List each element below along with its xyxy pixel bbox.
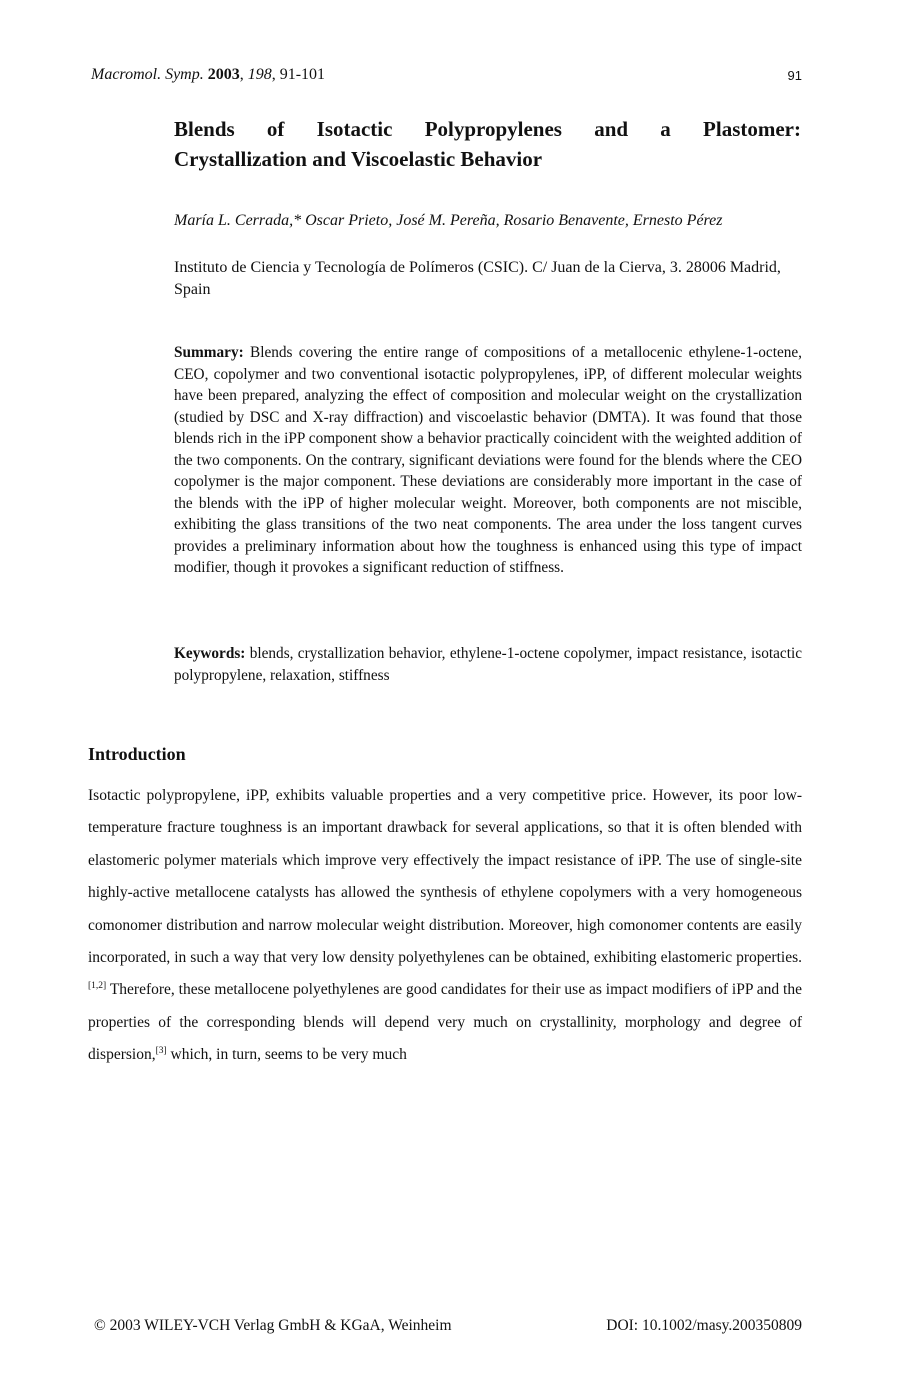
summary-label: Summary: bbox=[174, 344, 244, 361]
summary-text: Blends covering the entire range of compositions of a metallocenic ethylene-1-octene, CEO, copolymer and two conventional isotactic polypropylenes, iPP, of different molecular weights have been prepared, analyzing the effect of composition and molecular weight on the crystallization (studied by DSC and X-ray diffraction) and viscoelastic behavior (DMTA). It was found that those blends rich in the iPP component show a behavior practically coincident with the weighted addition of the two components. On the contrary, significant deviations were found for the blends where the CEO copolymer is the major component. These deviations are considerably more important in the case of the blends with the iPP of higher molecular weight. Moreover, both components are not miscible, exhibiting the glass transitions of the two neat components. The area under the loss tangent curves provides a preliminary information about how the toughness is enhanced using this type of impact modifier, though it provokes a significant reduction of stiffness. bbox=[174, 344, 802, 576]
citation-1-2: [1,2] bbox=[88, 981, 107, 992]
title-line-2: Crystallization and Viscoelastic Behavior bbox=[174, 147, 543, 171]
journal-volume: 198 bbox=[247, 66, 272, 83]
article-title bbox=[174, 114, 801, 174]
keywords-text: blends, crystallization behavior, ethylene-1-octene copolymer, impact resistance, isotactic polypropylene, relaxation, stiffness bbox=[174, 645, 803, 684]
title-line-1: Blends of Isotactic Polypropylenes and a Plastomer: bbox=[174, 117, 801, 141]
affiliation: Instituto de Ciencia y Tecnología de Polímeros (CSIC). C/ Juan de la Cierva, 3. 28006 Madrid, Spain bbox=[174, 259, 781, 298]
journal-citation: Macromol. Symp. 2003, 198, 91-101 bbox=[91, 66, 326, 83]
introduction-paragraph bbox=[88, 780, 802, 1072]
copyright-notice: © 2003 WILEY-VCH Verlag GmbH & KGaA, Weinheim bbox=[94, 1317, 452, 1334]
section-heading-introduction: Introduction bbox=[88, 744, 186, 764]
keywords-label: Keywords: bbox=[174, 645, 246, 662]
intro-text-1: Isotactic polypropylene, iPP, exhibits valuable properties and a very competitive price. However, its poor low-temperature fracture toughness is an important drawback for several applications, so that it is often blended with elastomeric polymer materials which improve very effectively the impact resistance of iPP. The use of single-site highly-active metallocene catalysts has allowed the synthesis of ethylene copolymers with a very homogeneous comonomer distribution and narrow molecular weight distribution. Moreover, high comonomer contents are easily incorporated, in such a way that very low density polyethylenes can be obtained, exhibiting elastomeric properties. bbox=[88, 787, 802, 967]
page-number: 91 bbox=[787, 68, 802, 83]
doi: DOI: 10.1002/masy.200350809 bbox=[606, 1317, 802, 1334]
journal-pages: 91-101 bbox=[279, 66, 326, 83]
keywords bbox=[174, 643, 802, 686]
abstract bbox=[174, 342, 802, 579]
intro-text-2: Therefore, these metallocene polyethylenes are good candidates for their use as impact modifiers of iPP and the properties of the corresponding blends will depend very much on crystallinity, morphology and degree of dispersion, bbox=[88, 981, 802, 1064]
journal-year: 2003 bbox=[207, 66, 240, 83]
journal-name: Macromol. Symp. bbox=[91, 66, 204, 83]
intro-text-3: which, in turn, seems to be very much bbox=[166, 1046, 407, 1064]
author-list: María L. Cerrada,* Oscar Prieto, José M. Pereña, Rosario Benavente, Ernesto Pérez bbox=[174, 212, 723, 229]
citation-3: [3] bbox=[155, 1046, 167, 1057]
